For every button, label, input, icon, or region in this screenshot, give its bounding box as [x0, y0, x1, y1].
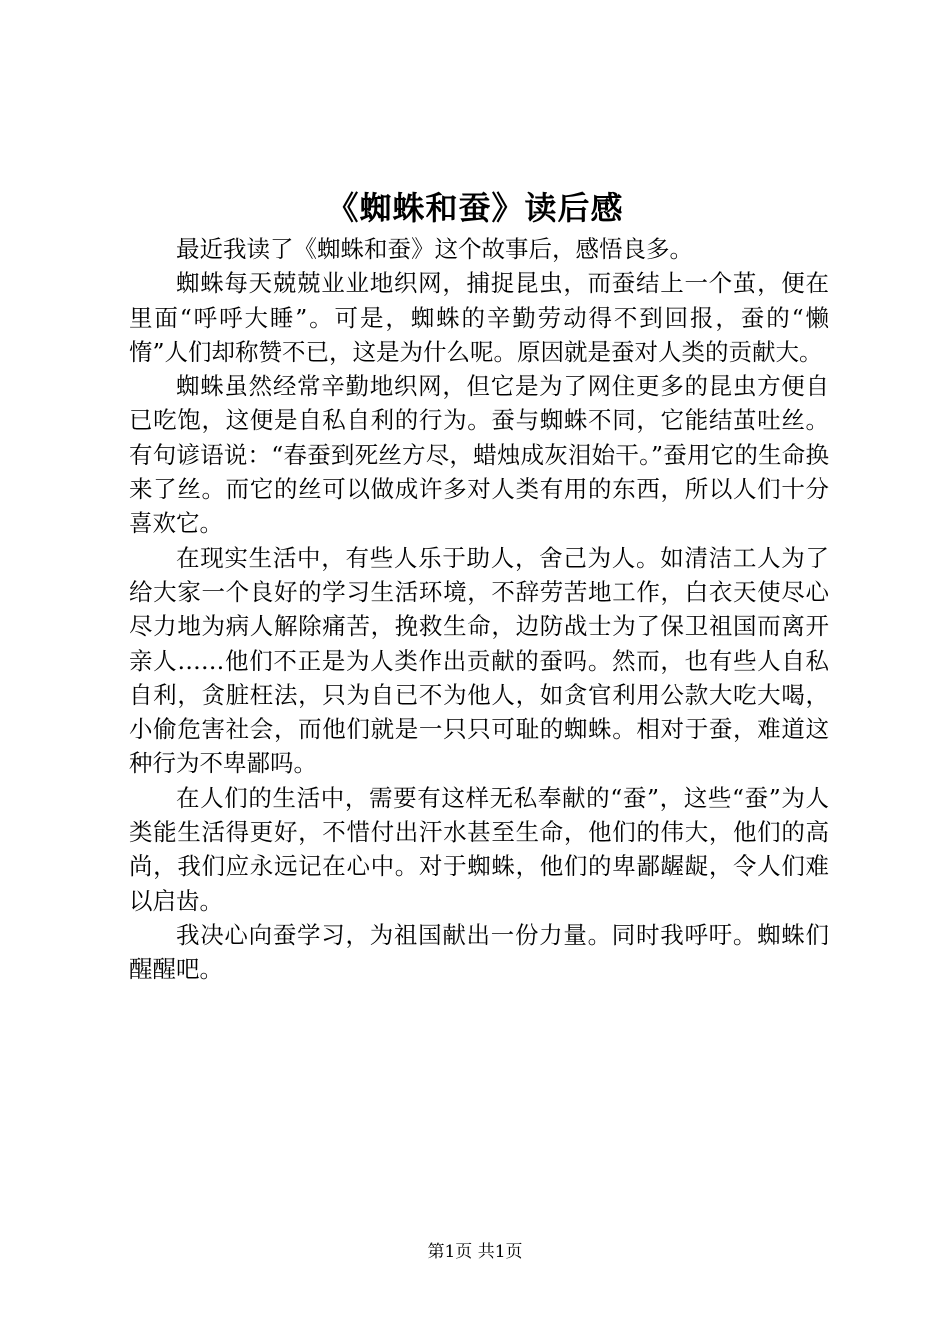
paragraph: 我决心向蚕学习，为祖国献出一份力量。同时我呼吁。蜘蛛们醒醒吧。 — [129, 920, 829, 984]
paragraph: 蜘蛛每天兢兢业业地织网，捕捉昆虫，而蚕结上一个茧，便在里面“呼呼大睡”。可是，蜘蛛的辛勤劳动得不到回报，蚕的“懒惰”人们却称赞不已，这是为什么呢。原因就是蚕对人类的贡献大。 — [129, 269, 829, 366]
paragraph: 在人们的生活中，需要有这样无私奉献的“蚕”，这些“蚕”为人类能生活得更好，不惜付出汗水甚至生命，他们的伟大，他们的高尚，我们应永远记在心中。对于蜘蛛，他们的卑鄙龌龊，令人们难以启齿。 — [129, 783, 829, 915]
document-title: 《蜘蛛和蚕》读后感 — [326, 189, 624, 227]
page-footer: 第1页 共1页 — [427, 1242, 523, 1262]
paragraph: 在现实生活中，有些人乐于助人，舍己为人。如清洁工人为了给大家一个良好的学习生活环境，不辞劳苦地工作，白衣天使尽心尽力地为病人解除痛苦，挽救生命，边防战士为了保卫祖国而离开亲人……他们不正是为人类作出贡献的蚕吗。然而，也有些人自私自利，贪脏枉法，只为自已不为他人，如贪官利用公款大吃大喝，小偷危害社会，而他们就是一只只可耻的蜘蛛。相对于蚕，难道这种行为不卑鄙吗。 — [129, 543, 829, 778]
paragraph: 蜘蛛虽然经常辛勤地织网，但它是为了网住更多的昆虫方便自已吃饱，这便是自私自利的行为。蚕与蜘蛛不同，它能结茧吐丝。有句谚语说：“春蚕到死丝方尽，蜡烛成灰泪始干。”蚕用它的生命换来了丝。而它的丝可以做成许多对人类有用的东西，所以人们十分喜欢它。 — [129, 372, 829, 538]
document-body — [129, 232, 829, 987]
paragraph: 最近我读了《蜘蛛和蚕》这个故事后，感悟良多。 — [176, 235, 693, 263]
